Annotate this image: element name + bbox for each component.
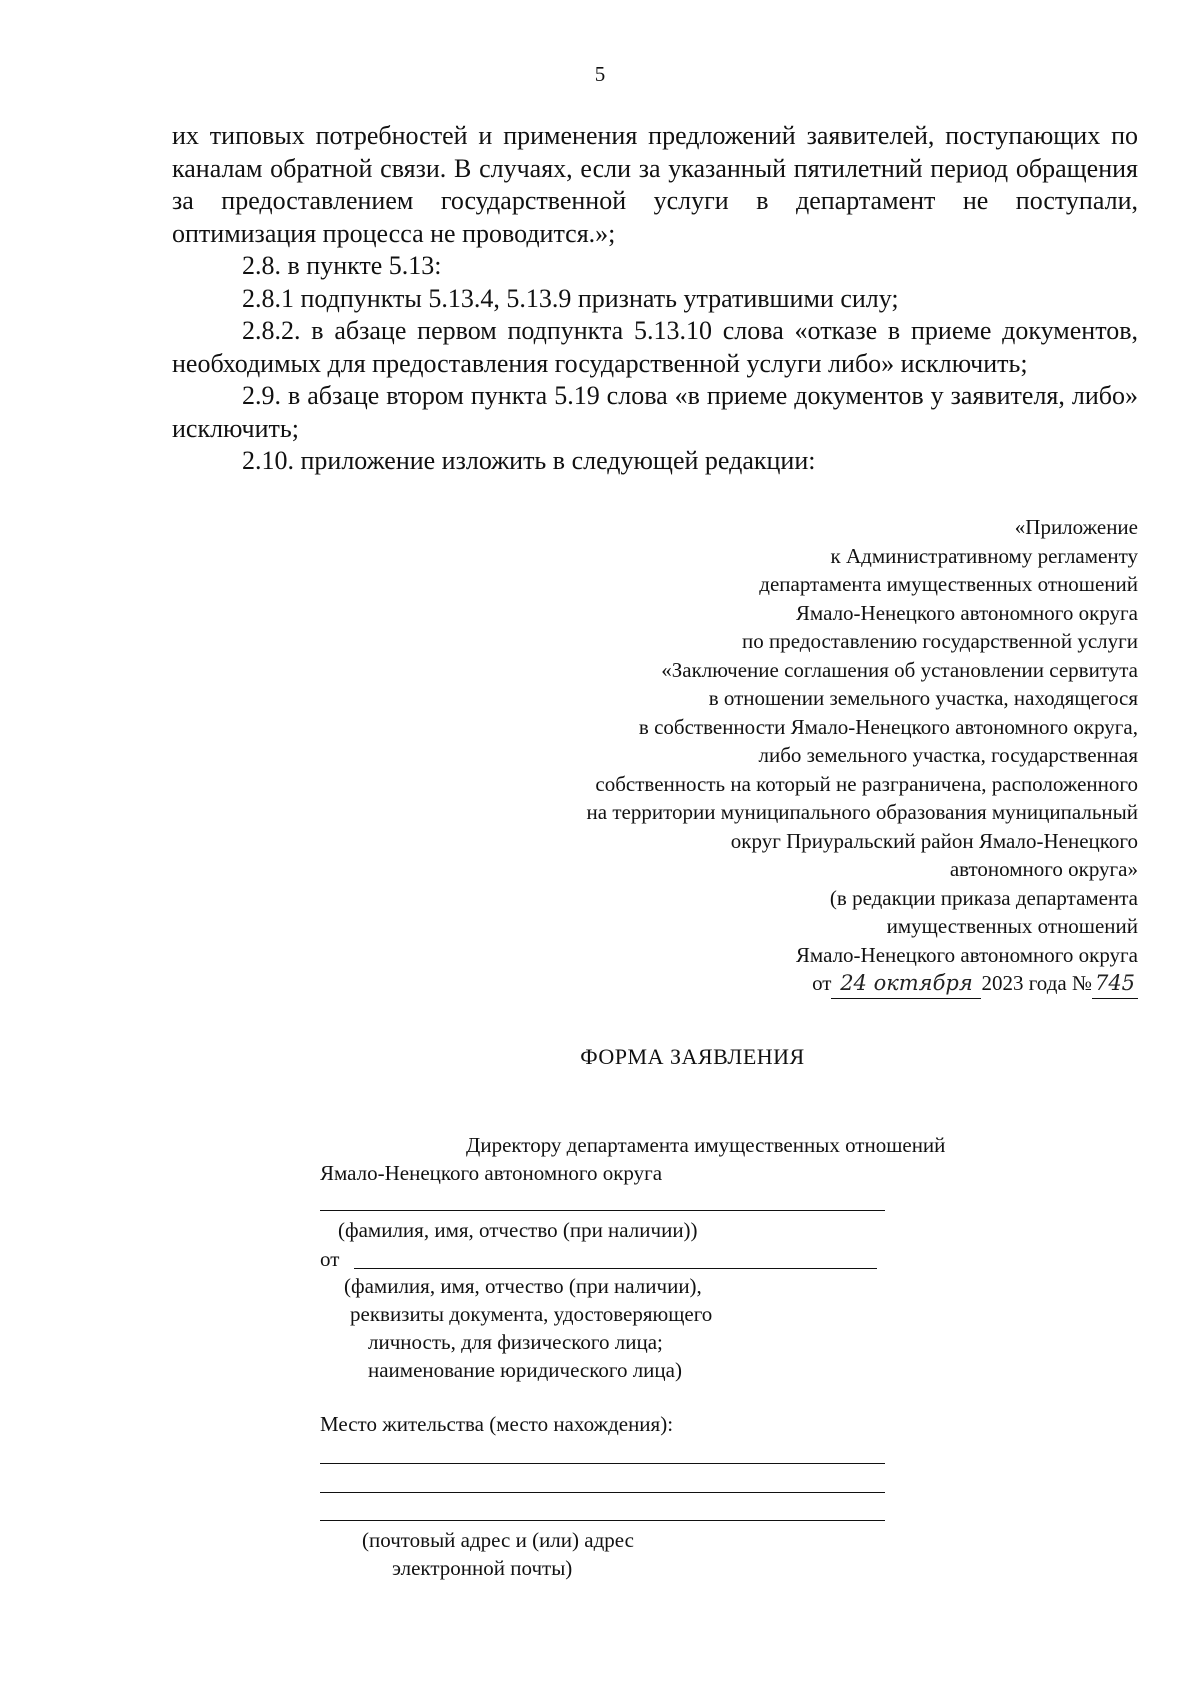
appendix-line: «Заключение соглашения об установлении сервитута [661,657,1138,682]
body-text [172,120,1138,478]
address-blank-line-1 [320,1463,885,1464]
paragraph-2-9: 2.9. в абзаце втором пункта 5.19 слова «в приеме документов у заявителя, либо» исключить; [172,381,1138,443]
residence-label: Место жительства (место нахождения): [320,1412,674,1436]
appendix-line: округ Приуральский район Ямало-Ненецкого [730,828,1138,853]
addressee-line-1: Директору департамента имущественных отношений [466,1133,946,1157]
address-caption-2: электронной почты) [392,1556,573,1580]
addressee-line-2: Ямало-Ненецкого автономного округа [320,1161,663,1185]
paragraph-2-10: 2.10. приложение изложить в следующей редакции: [242,446,816,475]
form-title: ФОРМА ЗАЯВЛЕНИЯ [580,1044,805,1069]
appendix-line: по предоставлению государственной услуги [742,629,1138,653]
appendix-line: (в редакции приказа департамента [829,885,1138,910]
appendix-line: в собственности Ямало-Ненецкого автономного округа, [638,714,1138,739]
appendix-line: Ямало-Ненецкого автономного округа [795,942,1138,967]
handwritten-number: 745 [1092,969,1138,999]
appendix-line: «Приложение [1014,515,1138,539]
paragraph-continuation: их типовых потребностей и применения предложений заявителей, поступающих по каналам обратной связи. В случаях, если за указанный пятилетний период обращения за предоставлением государственной услуги в департамент не поступали, оптимизация процесса не проводится.»; [172,121,1138,248]
appendix-line: собственность на который не разграничена, расположенного [595,771,1138,796]
paragraph-2-8-1: 2.8.1 подпункты 5.13.4, 5.13.9 признать утратившими силу; [242,283,899,313]
order-date-line [418,969,1138,999]
fio-blank-line [320,1210,885,1211]
appendix-line: автономного округа» [949,857,1138,881]
applicant-caption-2: реквизиты документа, удостоверяющего [350,1302,713,1326]
date-year: 2023 года № [981,971,1092,995]
applicant-caption-3: личность, для физического лица; [368,1330,663,1354]
applicant-caption-1: (фамилия, имя, отчество (при наличии), [344,1274,702,1298]
from-label: от [320,1247,340,1271]
appendix-line: в отношении земельного участка, находящегося [708,686,1138,710]
handwritten-date: 24 октября [831,969,981,999]
appendix-line: имущественных отношений [886,914,1138,938]
appendix-header [418,513,1138,999]
appendix-line: на территории муниципального образования муниципальный [586,800,1138,824]
appendix-line: департамента имущественных отношений [759,572,1138,596]
date-prefix: от [812,971,832,995]
appendix-line: к Административному регламенту [830,543,1138,568]
paragraph-2-8: 2.8. в пункте 5.13: [242,251,442,280]
appendix-line: либо земельного участка, государственная [758,743,1138,767]
appendix-line: Ямало-Ненецкого автономного округа [795,600,1138,625]
paragraph-2-8-2: 2.8.2. в абзаце первом подпункта 5.13.10 слова «отказе в приеме документов, необходимых для предоставления государственной услуги либо» исключить; [172,316,1138,378]
page-number: 5 [594,62,606,86]
address-caption-1: (почтовый адрес и (или) адрес [362,1528,634,1552]
address-blank-line-3 [320,1520,885,1521]
applicant-blank-line [354,1268,877,1269]
applicant-caption-4: наименование юридического лица) [368,1358,682,1382]
fio-caption: (фамилия, имя, отчество (при наличии)) [338,1218,698,1242]
address-blank-line-2 [320,1492,885,1493]
